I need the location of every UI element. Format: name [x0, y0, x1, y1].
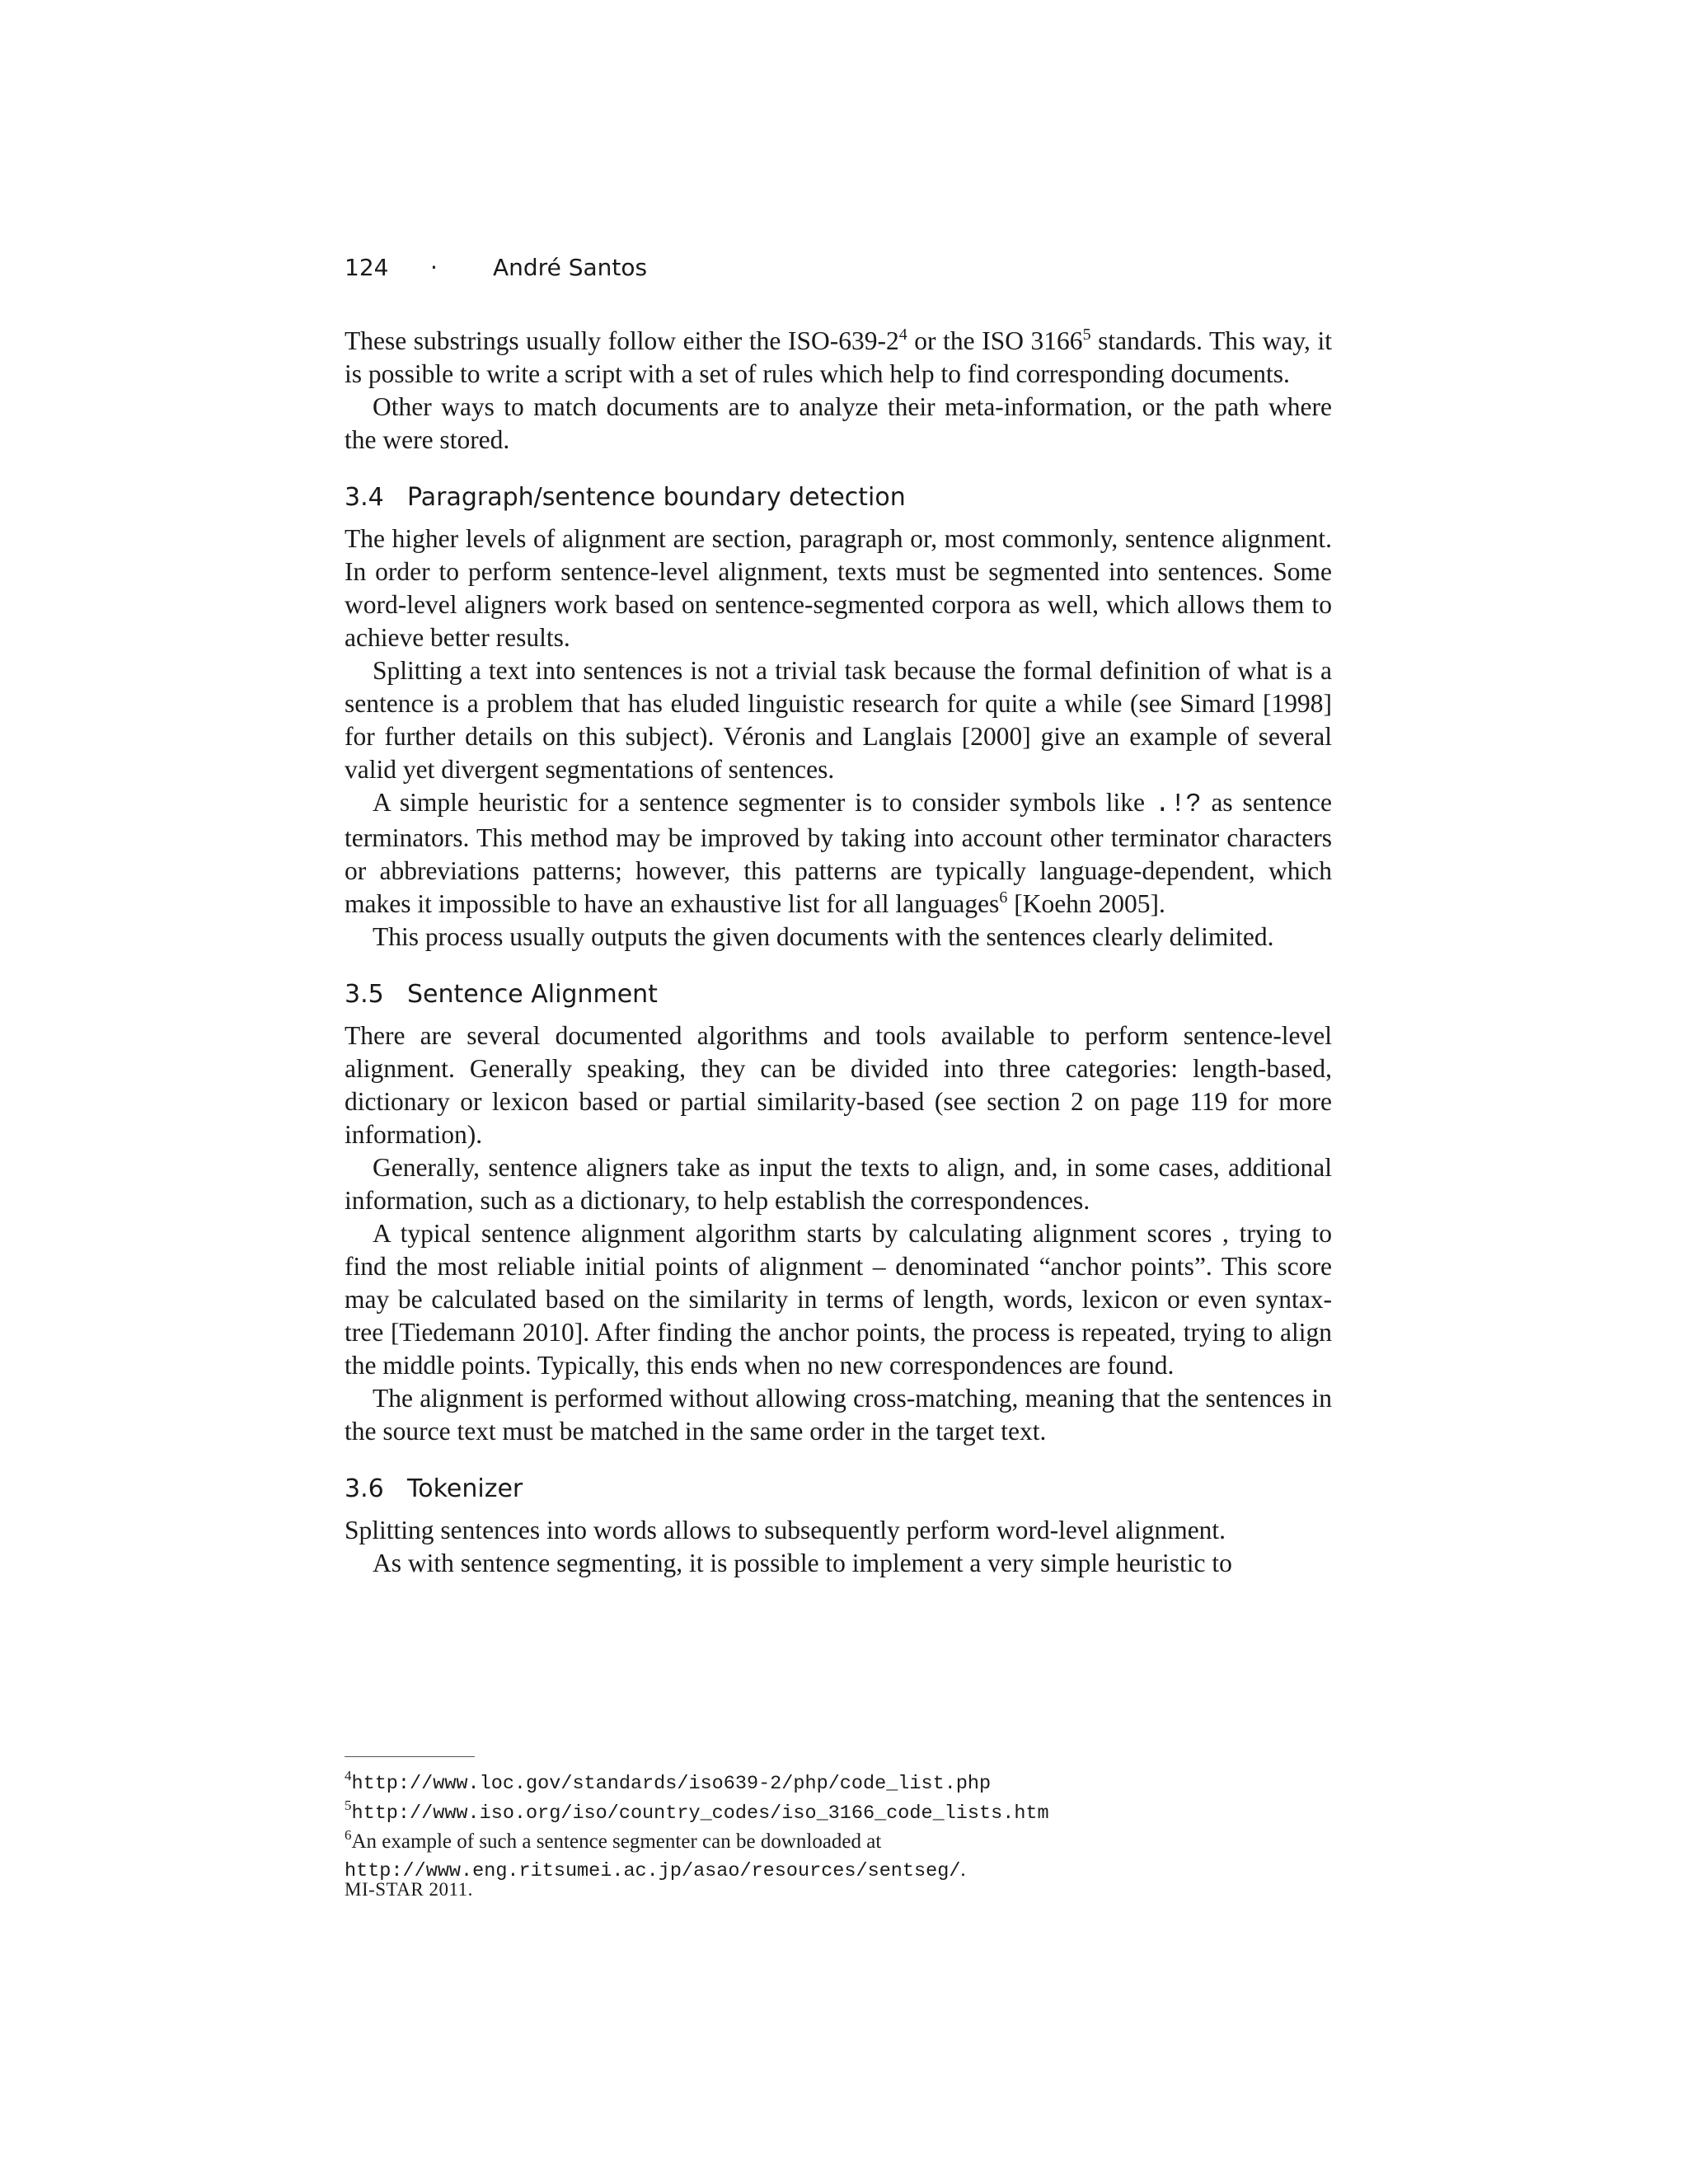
footnote-6-link-line: http://www.eng.ritsumei.ac.jp/asao/resources/sentseg/. [345, 1858, 966, 1882]
header-author: André Santos [493, 254, 648, 281]
paragraph: Splitting sentences into words allows to subsequently perform word-level alignment. [345, 1516, 1226, 1544]
footnote-4: $^4$http://www.loc.gov/standards/iso639-2/php/code_list.php [345, 1768, 992, 1795]
section-number: 3.6 [345, 1474, 384, 1503]
footnote-6: $^6$An example of such a sentence segmenter can be downloaded at [345, 1827, 882, 1853]
section-title: Tokenizer [407, 1474, 523, 1503]
paragraph: The higher levels of alignment are section, paragraph or, most commonly, sentence alignment. In order to perform sentence-level alignment, texts must be segmented into sentences. Some word-level aligners work based on sentence-segmented corpora as well, which allows them to achieve better results. [345, 524, 1332, 652]
paragraph: A typical sentence alignment algorithm starts by calculating alignment scores , trying to find the most reliable initial points of alignment – denominated “anchor points”. This score may be calculated based on the similarity in terms of length, words, lexicon or even syntax-tree [Tiedemann 2010]. After finding the anchor points, the process is repeated, trying to align the middle points. Typically, this ends when no new correspondences are found. [345, 1219, 1332, 1380]
paragraph: Other ways to match documents are to analyze their meta-information, or the path where the were stored. [345, 392, 1332, 454]
paragraph: Generally, sentence aligners take as input the texts to align, and, in some cases, additional information, such as a dictionary, to help establish the correspondences. [345, 1153, 1332, 1215]
paragraph: The alignment is performed without allowing cross-matching, meaning that the sentences in the source text must be matched in the same order in the target text. [345, 1384, 1332, 1446]
section-number: 3.4 [345, 483, 384, 512]
section-heading-3-5 [345, 978, 1332, 1011]
footnote-ref-6[interactable]: 6 [999, 888, 1008, 907]
footnote-link[interactable]: http://www.loc.gov/standards/iso639-2/php/code_list.php [351, 1773, 992, 1795]
footnote-link[interactable]: http://www.eng.ritsumei.ac.jp/asao/resources/sentseg/ [345, 1860, 961, 1882]
footnote-ref-5[interactable]: 5 [1082, 326, 1091, 344]
paragraph: These substrings usually follow either the ISO-$639-2^4$ or the ISO 3166$^5$ standards. This way, it is possible to write a script with a set of rules which help to find corresponding documents. [345, 326, 1333, 388]
section-title: Paragraph/sentence boundary detection [407, 483, 906, 512]
running-header [345, 254, 1332, 290]
footnote-5: $^5$http://www.iso.org/iso/country_codes/iso_3166_code_lists.htm [345, 1797, 1049, 1825]
footnote-ref-4[interactable]: 4 [898, 326, 907, 344]
section-heading-3-4 [345, 481, 1332, 514]
terminator-symbols: .!? [1154, 790, 1202, 819]
footnote-rule [345, 1756, 475, 1757]
paragraph: There are several documented algorithms and tools available to perform sentence-level alignment. Generally speaking, they can be divided into three categories: length-based, dictionary or lexicon based or partial similarity-based (see section 2 on page 119 for more information). [345, 1021, 1332, 1149]
footnotes [345, 1769, 1332, 1886]
paragraph: Splitting a text into sentences is not a trivial task because the formal definition of what is a sentence is a problem that has eluded linguistic research for quite a while (see Simard [1998] for further details on this subject). Véronis and Langlais [2000] give an example of several valid yet divergent segmentations of sentences. [345, 656, 1332, 784]
section-number: 3.5 [345, 980, 384, 1009]
header-separator: · [430, 254, 438, 281]
body-text [345, 325, 1332, 1580]
journal-footer: MI-STAR 2011. [345, 1879, 473, 1900]
paragraph: As with sentence segmenting, it is possible to implement a very simple heuristic to [373, 1549, 1232, 1577]
section-heading-3-6 [345, 1473, 1332, 1506]
footnote-link[interactable]: http://www.iso.org/iso/country_codes/iso_3166_code_lists.htm [351, 1802, 1049, 1825]
paragraph: This process usually outputs the given documents with the sentences clearly delimited. [373, 922, 1274, 951]
section-title: Sentence Alignment [407, 980, 658, 1009]
page-number: 124 [345, 254, 389, 281]
paragraph: A simple heuristic for a sentence segmenter is to consider symbols like .!? as sentence terminators. This method may be improved by taking into account other terminator characters or abbreviations patterns; however, this patterns are typically language-dependent, which makes it impossible to have an exhaustive list for all languages$^6$ [Koehn 2005]. [345, 788, 1332, 918]
